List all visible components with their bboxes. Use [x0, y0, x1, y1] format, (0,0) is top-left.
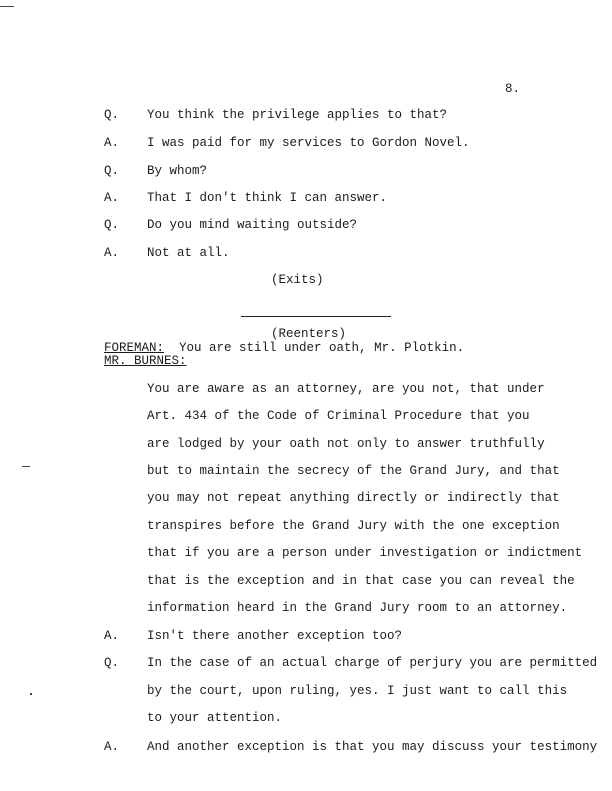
paragraph-line: are lodged by your oath not only to answer truthfully	[147, 437, 545, 451]
qa-text: And another exception is that you may discuss your testimony	[147, 740, 598, 754]
qa-speaker: A.	[104, 629, 120, 643]
scan-mark	[22, 466, 30, 467]
paragraph-line: transpires before the Grand Jury with the one exception	[147, 519, 560, 533]
qa-text: by the court, upon ruling, yes. I just want to call this	[147, 684, 568, 698]
qa-text: You think the privilege applies to that?	[147, 108, 448, 122]
page-number: 8.	[505, 82, 521, 96]
paragraph-line: you may not repeat anything directly or indirectly that	[147, 491, 560, 505]
stage-direction-exits: (Exits)	[271, 273, 324, 287]
qa-speaker: A.	[104, 136, 120, 150]
qa-text: I was paid for my services to Gordon Novel.	[147, 136, 470, 150]
qa-speaker: Q.	[104, 108, 120, 122]
qa-text: Isn't there another exception too?	[147, 629, 403, 643]
qa-text: That I don't think I can answer.	[147, 191, 388, 205]
burnes-label: MR. BURNES:	[104, 354, 187, 368]
scan-mark	[0, 6, 14, 7]
qa-speaker: A.	[104, 191, 120, 205]
scan-mark	[30, 693, 32, 695]
paragraph-line: You are aware as an attorney, are you not, that under	[147, 382, 545, 396]
paragraph-line: that if you are a person under investigation or indictment	[147, 546, 583, 560]
foreman-text: You are still under oath, Mr. Plotkin.	[179, 341, 465, 355]
qa-speaker: A.	[104, 246, 120, 260]
qa-text: Do you mind waiting outside?	[147, 218, 358, 232]
section-divider	[241, 316, 391, 317]
paragraph-line: information heard in the Grand Jury room to an attorney.	[147, 601, 568, 615]
paragraph-line: that is the exception and in that case you can reveal the	[147, 574, 575, 588]
paragraph-line: Art. 434 of the Code of Criminal Procedure that you	[147, 409, 530, 423]
paragraph-line: but to maintain the secrecy of the Grand Jury, and that	[147, 464, 560, 478]
qa-text: to your attention.	[147, 711, 283, 725]
qa-text: By whom?	[147, 164, 208, 178]
foreman-line	[104, 341, 464, 355]
qa-text: Not at all.	[147, 246, 230, 260]
qa-speaker: Q.	[104, 164, 120, 178]
foreman-label: FOREMAN:	[104, 341, 165, 355]
stage-direction-reenters: (Reenters)	[271, 327, 347, 341]
qa-text: In the case of an actual charge of perjury you are permitted	[147, 656, 598, 670]
qa-speaker: A.	[104, 740, 120, 754]
qa-speaker: Q.	[104, 218, 120, 232]
qa-speaker: Q.	[104, 656, 120, 670]
